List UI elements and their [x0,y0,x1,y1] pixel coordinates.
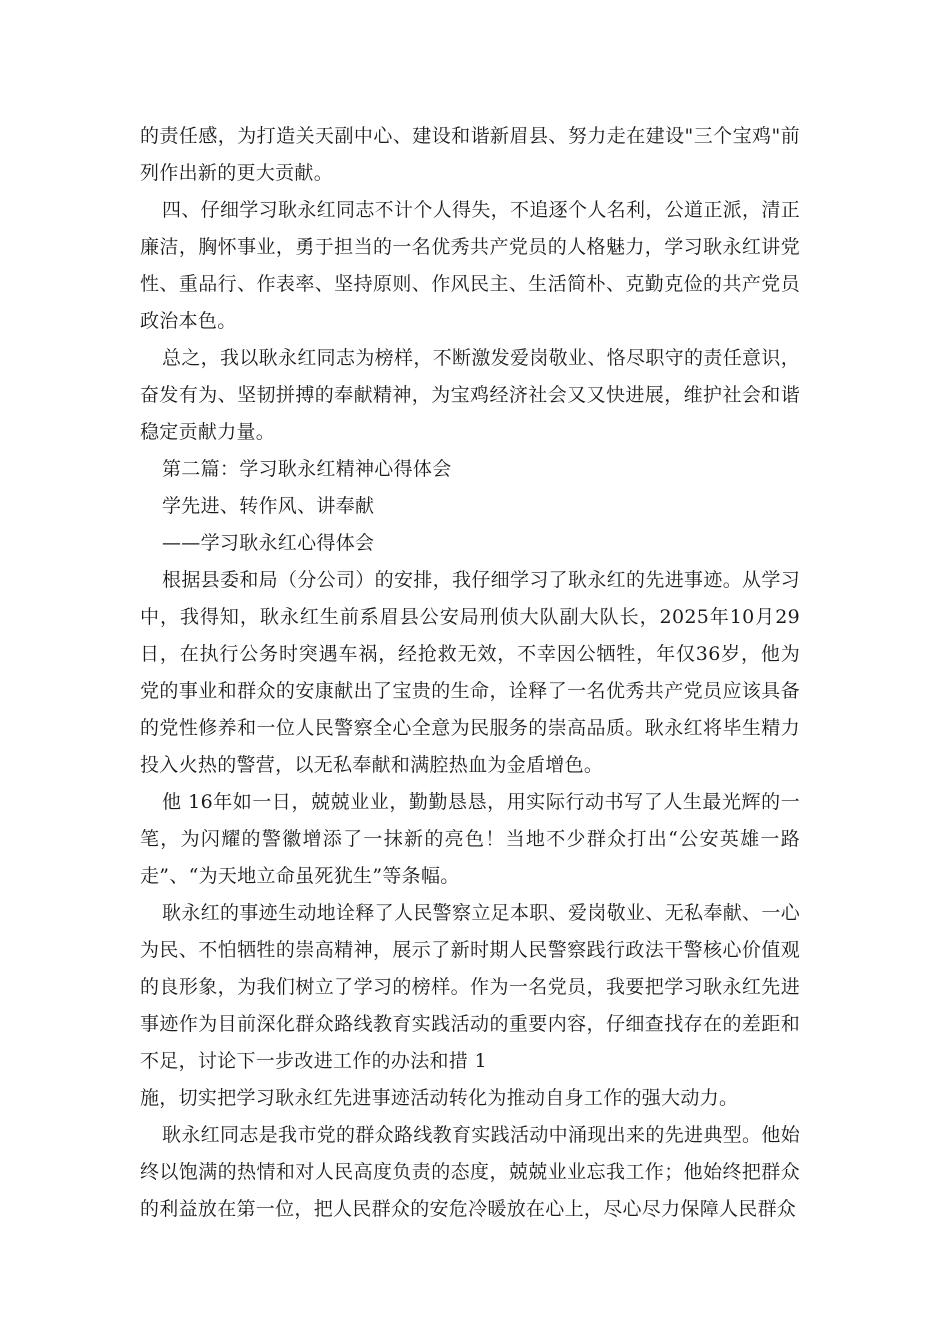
section-subtitle-dash: ——学习耿永红心得体会 [162,532,375,554]
paragraph-sixteen-years: 他 16年如一日，兢兢业业，勤勤恳恳，用实际行动书写了人生最光辉的一笔，为闪耀的警徽增添了一抹新的亮色！当地不少群众打出“公安英雄一路走”、“为天地立命虽死犹生”等条幅。 [140,791,800,887]
paragraph-model: 耿永红同志是我市党的群众路线教育实践活动中涌现出来的先进典型。他始终以饱满的热情和对人民高度负责的态度，兢兢业业忘我工作；他始终把群众的利益放在第一位，把人民群众的安危冷暖放在心上，尽心尽力保障人民群众 [140,1124,800,1220]
paragraph-summary: 总之，我以耿永红同志为榜样，不断激发爱岗敬业、恪尽职守的责任意识，奋发有为、坚韧拼搏的奉献精神，为宝鸡经济社会又又快进展，维护社会和谐稳定贡献力量。 [140,347,800,443]
paragraph-continuation: 的责任感，为打造关天副中心、建设和谐新眉县、努力走在建设"三个宝鸡"前列作出新的更大贡献。 [140,125,800,184]
section-subtitle: 学先进、转作风、讲奉献 [162,495,375,517]
paragraph-intro: 根据县委和局（分公司）的安排，我仔细学习了耿永红的先进事迹。从学习中，我得知，耿永红生前系眉县公安局刑侦大队副大队长，2025年10月29日，在执行公务时突遇车祸，经抢救无效，不幸因公牺牲，年仅36岁，他为党的事业和群众的安康献出了宝贵的生命，诠释了一名优秀共产党员应该具备的党性修养和一位人民警察全心全意为民服务的崇高品质。耿永红将毕生精力投入火热的警营，以无私奉献和满腔热血为金盾增色。 [140,569,800,776]
paragraph-measures: 施，切实把学习耿永红先进事迹活动转化为推动自身工作的强大动力。 [140,1087,739,1109]
paragraph-deeds: 耿永红的事迹生动地诠释了人民警察立足本职、爱岗敬业、无私奉献、一心为民、不怕牺牲的崇高精神，展示了新时期人民警察践行政法干警核心价值观的良形象，为我们树立了学习的榜样。作为一名党员，我要把学习耿永红先进事迹作为目前深化群众路线教育实践活动的重要内容，仔细查找存在的差距和不足，讨论下一步改进工作的办法和措 1 [140,902,800,1072]
paragraph-point-four: 四、仔细学习耿永红同志不计个人得失，不追逐个人名利，公道正派，清正廉洁，胸怀事业，勇于担当的一名优秀共产党员的人格魅力，学习耿永红讲党性、重品行、作表率、坚持原则、作风民主、生活简朴、克勤克俭的共产党员政治本色。 [140,199,800,332]
document-page [140,118,800,1228]
section-title: 第二篇：学习耿永红精神心得体会 [162,458,452,480]
